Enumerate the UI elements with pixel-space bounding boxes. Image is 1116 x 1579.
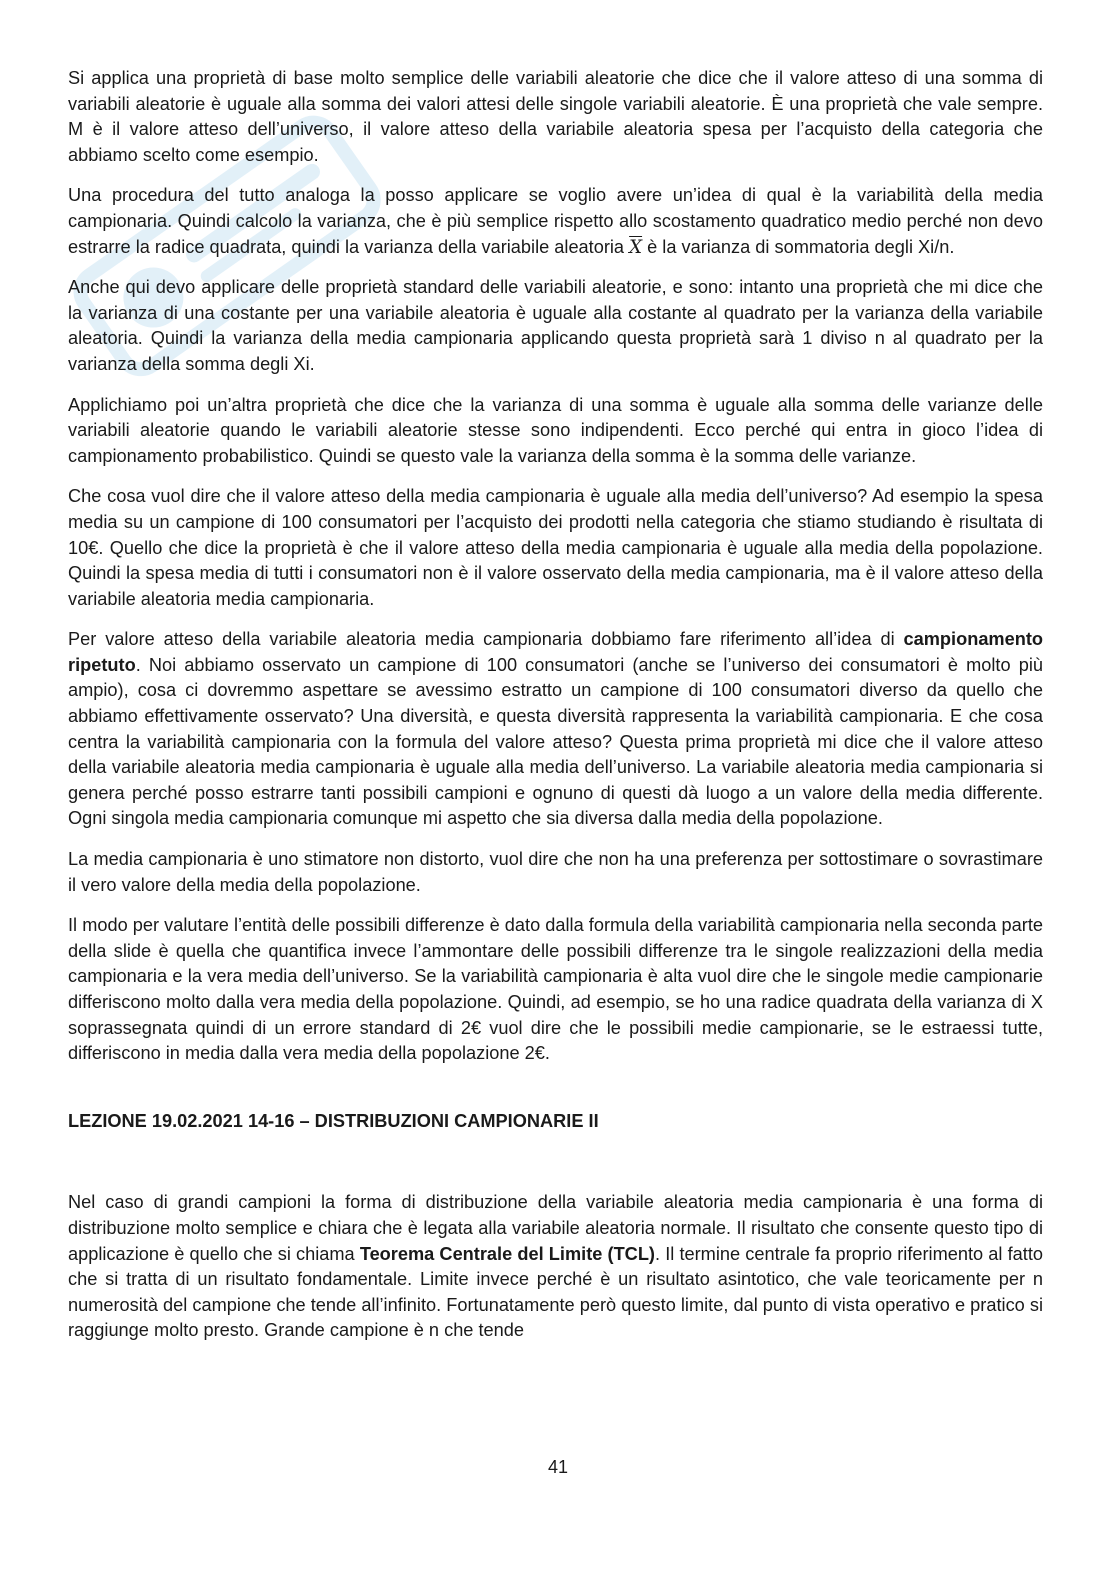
lesson-heading: LEZIONE 19.02.2021 14-16 – DISTRIBUZIONI CAMPIONARIE II [68, 1110, 599, 1131]
paragraph-6-text-a: Per valore atteso della variabile aleatoria media campionaria dobbiamo fare riferimento all’idea di [68, 629, 904, 650]
paragraph-8: Il modo per valutare l’entità delle possibili differenze è dato dalla formula della variabilità campionaria nella seconda parte della slide è quella che quantifica invece l’ammontare delle possibili differenze tra le singole realizzazioni della media campionaria e la vera media dell’universo. Se la variabilità campionaria è alta vuol dire che le singole medie campionarie differiscono molto dalla vera media della popolazione. Quindi, ad esempio, se ho una radice quadrata della varianza di X soprassegnata quindi di un errore standard di 2€ vuol dire che le possibili medie campionarie, se le estraessi tutte, differiscono in media dalla vera media della popolazione 2€. [68, 915, 1043, 1064]
paragraph-5: Che cosa vuol dire che il valore atteso della media campionaria è uguale alla media dell’universo? Ad esempio la spesa media su un campione di 100 consumatori per l’acquisto dei prodotti nella categoria che stiamo studiando è risultata di 10€. Quello che dice la proprietà è che il valore atteso della media campionaria è uguale alla media della popolazione. Quindi la spesa media di tutti i consumatori non è il valore osservato della media campionaria, ma è il valore atteso della variabile aleatoria media campionaria. [68, 486, 1043, 609]
paragraph-2-text-b: è la varianza di sommatoria degli Xi/n. [642, 236, 955, 257]
paragraph-6-text-b: . Noi abbiamo osservato un campione di 100 consumatori (anche se l’universo dei consumatori è molto più ampio), cosa ci dovremmo aspettare se avessimo estratto un campione di 100 consumatori diverso da quello che abbiamo effettivamente osservato? Una diversità, e questa diversità rappresenta la variabilità campionaria. E che cosa centra la variabilità campionaria con la formula del valore atteso? Questa prima proprietà mi dice che il valore atteso della variabile aleatoria media campionaria è uguale alla media dell’universo. La variabile aleatoria media campionaria si genera perché posso estrarre tanti possibili campioni e ognuno di questi dà luogo a un valore della media differente. Ogni singola media campionaria comunque mi aspetto che sia diversa dalla media della popolazione. [68, 654, 1043, 829]
paragraph-6 [68, 627, 1043, 832]
paragraph-final-text-b: . Il termine centrale fa proprio riferimento al fatto che si tratta di un risultato fondamentale. Limite invece perché è un risultato asintotico, che vale teoricamente per n numerosità del campione che tende all’infinito. Fortunatamente però questo limite, dal punto di vista operativo e pratico si raggiunge molto presto. Grande campione è n che tende [68, 1243, 1043, 1341]
paragraph-final-text-a: Nel caso di grandi campioni la forma di distribuzione della variabile aleatoria media campionaria è una forma di distribuzione molto semplice e chiara che è legata alla variabile aleatoria normale. Il risultato che consente questo tipo di applicazione è quello che si chiama [68, 1192, 1043, 1264]
paragraph-2 [68, 183, 1043, 260]
paragraph-1: Si applica una proprietà di base molto semplice delle variabili aleatorie che dice che il valore atteso di una somma di variabili aleatorie è uguale alla somma dei valori attesi delle singole variabili aleatorie. È una proprietà che vale sempre. M è il valore atteso dell’universo, il valore atteso della variabile aleatoria spesa per l’acquisto della categoria che abbiamo scelto come esempio. [68, 68, 1043, 165]
page-number: 41 [547, 1457, 569, 1477]
paragraph-6-bold-term: campionamento ripetuto [68, 629, 1043, 675]
paragraph-7: La media campionaria è uno stimatore non distorto, vuol dire che non ha una preferenza per sottostimare o sovrastimare il vero valore della media della popolazione. [68, 849, 1043, 895]
document-page [68, 66, 1043, 1359]
paragraph-4: Applichiamo poi un’altra proprietà che dice che la varianza di una somma è uguale alla somma delle varianze delle variabili aleatorie quando le variabili aleatorie stesse sono indipendenti. Ecco perché qui entra in gioco l’idea di campionamento probabilistico. Quindi se questo vale la varianza della somma è la somma delle varianze. [68, 394, 1043, 466]
paragraph-final [68, 1190, 1043, 1344]
paragraph-final-bold-term: Teorema Centrale del Limite (TCL) [359, 1243, 655, 1264]
x-bar-symbol: $\overline{X}$ [629, 236, 643, 258]
paragraph-2-text-a: Una procedura del tutto analoga la posso applicare se voglio avere un’idea di qual è la variabilità della media campionaria. Quindi calcolo la varianza, che è più semplice rispetto allo scostamento quadratico medio perché non devo estrarre la radice quadrata, quindi la varianza della variabile aleatoria [68, 185, 1043, 257]
paragraph-3: Anche qui devo applicare delle proprietà standard delle variabili aleatorie, e sono: intanto una proprietà che mi dice che la varianza di una costante per una variabile aleatoria è uguale alla costante al quadrato per la varianza della variabile aleatoria. Quindi la varianza della media campionaria applicando questa proprietà sarà 1 diviso n al quadrato per la varianza della somma degli Xi. [68, 277, 1043, 374]
